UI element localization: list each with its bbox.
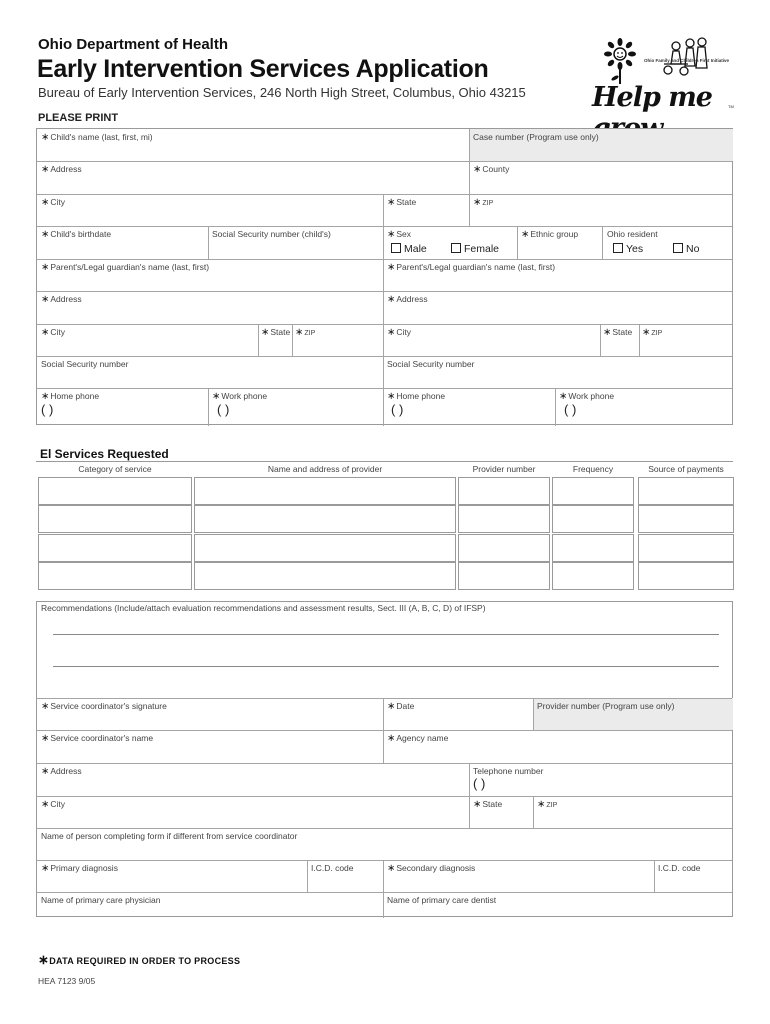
agency-name-field[interactable]: ∗Agency name — [387, 733, 449, 744]
resident-no-checkbox[interactable]: No — [673, 243, 699, 255]
service-cell[interactable] — [194, 477, 456, 505]
telephone-parens: ( ) — [473, 776, 486, 791]
service-cell[interactable] — [458, 562, 550, 590]
secondary-icd-code-field[interactable]: I.C.D. code — [658, 863, 701, 873]
coordinator-address-field[interactable]: ∗Address — [41, 766, 82, 777]
primary-physician-field[interactable]: Name of primary care physician — [41, 895, 161, 905]
county-field[interactable]: ∗County — [473, 164, 510, 175]
checkbox-icon — [451, 243, 461, 253]
service-cell[interactable] — [38, 562, 192, 590]
service-cell[interactable] — [38, 505, 192, 533]
required-data-note: ∗DATA REQUIRED IN ORDER TO PROCESS — [38, 952, 241, 967]
service-cell[interactable] — [638, 534, 734, 562]
primary-dentist-field[interactable]: Name of primary care dentist — [387, 895, 497, 905]
checkbox-icon — [613, 243, 623, 253]
help-me-grow-logo — [588, 34, 738, 120]
service-cell[interactable] — [638, 505, 734, 533]
parent2-name-field[interactable]: ∗Parent's/Legal guardian's name (last, first) — [387, 262, 556, 273]
coordinator-zip-field[interactable]: ∗ZIP — [537, 799, 558, 810]
coordinator-state-field[interactable]: ∗State — [473, 799, 503, 810]
child-city-field[interactable]: ∗City — [41, 197, 66, 208]
child-birthdate-field[interactable]: ∗Child's birthdate — [41, 229, 112, 240]
child-address-field[interactable]: ∗Address — [41, 164, 82, 175]
logo-tagline: Ohio Family and Children First Initiative — [644, 58, 730, 63]
service-cell[interactable] — [552, 505, 634, 533]
service-cell[interactable] — [638, 562, 734, 590]
recommendation-line-1 — [53, 634, 719, 635]
parent1-ssn-field[interactable]: Social Security number — [41, 359, 129, 369]
ohio-resident-label: Ohio resident — [607, 229, 658, 239]
form-title: Early Intervention Services Application — [37, 55, 489, 83]
service-cell[interactable] — [458, 477, 550, 505]
coordinator-name-field[interactable]: ∗Service coordinator's name — [41, 733, 154, 744]
service-cell[interactable] — [458, 534, 550, 562]
child-state-field[interactable]: ∗State — [387, 197, 417, 208]
service-cell[interactable] — [552, 534, 634, 562]
col-provider-name: Name and address of provider — [267, 464, 383, 474]
col-category: Category of service — [78, 464, 152, 474]
parent1-name-field[interactable]: ∗Parent's/Legal guardian's name (last, first) — [41, 262, 210, 273]
secondary-diagnosis-field[interactable]: ∗Secondary diagnosis — [387, 863, 476, 874]
checkbox-icon — [673, 243, 683, 253]
parent1-city-field[interactable]: ∗City — [41, 327, 66, 338]
parent1-zip-field[interactable]: ∗ZIP — [295, 327, 316, 338]
col-provider-number: Provider number — [472, 464, 536, 474]
col-source-payments: Source of payments — [648, 464, 724, 474]
service-cell[interactable] — [194, 505, 456, 533]
recommendation-line-2 — [53, 666, 719, 667]
parent1-address-field[interactable]: ∗Address — [41, 294, 82, 305]
telephone-field[interactable]: Telephone number — [473, 766, 544, 776]
parent2-home-phone-field[interactable]: ∗Home phone — [387, 391, 446, 402]
primary-icd-code-field[interactable]: I.C.D. code — [311, 863, 354, 873]
sex-field: ∗Sex — [387, 229, 412, 240]
parent1-home-phone-parens: ( ) — [41, 402, 54, 417]
childs-name-field[interactable]: ∗Child's name (last, first, mi) — [41, 132, 153, 143]
logo-tm: TM — [728, 104, 734, 109]
service-cell[interactable] — [38, 477, 192, 505]
department-name: Ohio Department of Health — [38, 36, 229, 53]
coordinator-city-field[interactable]: ∗City — [41, 799, 66, 810]
service-cell[interactable] — [458, 505, 550, 533]
parent1-work-phone-parens: ( ) — [217, 402, 230, 417]
form-completer-field[interactable]: Name of person completing form if different from service coordinator — [41, 831, 298, 841]
coordinator-section — [36, 601, 733, 917]
case-number-field: Case number (Program use only) — [473, 132, 599, 142]
sex-male-checkbox[interactable]: Male — [391, 243, 427, 255]
services-header-rule — [36, 461, 733, 462]
parent1-state-field[interactable]: ∗State — [261, 327, 291, 338]
service-cell[interactable] — [552, 477, 634, 505]
parent2-city-field[interactable]: ∗City — [387, 327, 412, 338]
date-field[interactable]: ∗Date — [387, 701, 415, 712]
logo-text: Help me — [592, 82, 712, 113]
service-cell[interactable] — [194, 534, 456, 562]
col-frequency: Frequency — [572, 464, 614, 474]
parent2-work-phone-field[interactable]: ∗Work phone — [559, 391, 615, 402]
child-zip-field[interactable]: ∗ZIP — [473, 197, 494, 208]
parent2-home-phone-parens: ( ) — [391, 402, 404, 417]
recommendations-field[interactable]: Recommendations (Include/attach evaluation recommendations and assessment results, Sect. III (A, B, C, D) of IFSP) — [41, 603, 486, 613]
parent1-work-phone-field[interactable]: ∗Work phone — [212, 391, 268, 402]
primary-diagnosis-field[interactable]: ∗Primary diagnosis — [41, 863, 118, 874]
child-parent-section — [36, 128, 733, 425]
sex-female-checkbox[interactable]: Female — [451, 243, 499, 255]
parent2-address-field[interactable]: ∗Address — [387, 294, 428, 305]
services-heading: El Services Requested — [40, 447, 169, 461]
parent1-home-phone-field[interactable]: ∗Home phone — [41, 391, 100, 402]
parent2-ssn-field[interactable]: Social Security number — [387, 359, 475, 369]
parent2-work-phone-parens: ( ) — [564, 402, 577, 417]
provider-number-field: Provider number (Program use only) — [537, 701, 675, 711]
service-cell[interactable] — [552, 562, 634, 590]
service-cell[interactable] — [194, 562, 456, 590]
child-ssn-field[interactable]: Social Security number (child's) — [212, 229, 331, 239]
resident-yes-checkbox[interactable]: Yes — [613, 243, 643, 255]
checkbox-icon — [391, 243, 401, 253]
coordinator-signature-field[interactable]: ∗Service coordinator's signature — [41, 701, 167, 712]
bureau-address: Bureau of Early Intervention Services, 246 North High Street, Columbus, Ohio 43215 — [38, 85, 526, 100]
please-print-note: PLEASE PRINT — [38, 112, 119, 124]
service-cell[interactable] — [38, 534, 192, 562]
service-cell[interactable] — [638, 477, 734, 505]
form-code: HEA 7123 9/05 — [38, 976, 96, 986]
ethnic-group-field[interactable]: ∗Ethnic group — [521, 229, 579, 240]
parent2-state-field[interactable]: ∗State — [603, 327, 633, 338]
parent2-zip-field[interactable]: ∗ZIP — [642, 327, 663, 338]
